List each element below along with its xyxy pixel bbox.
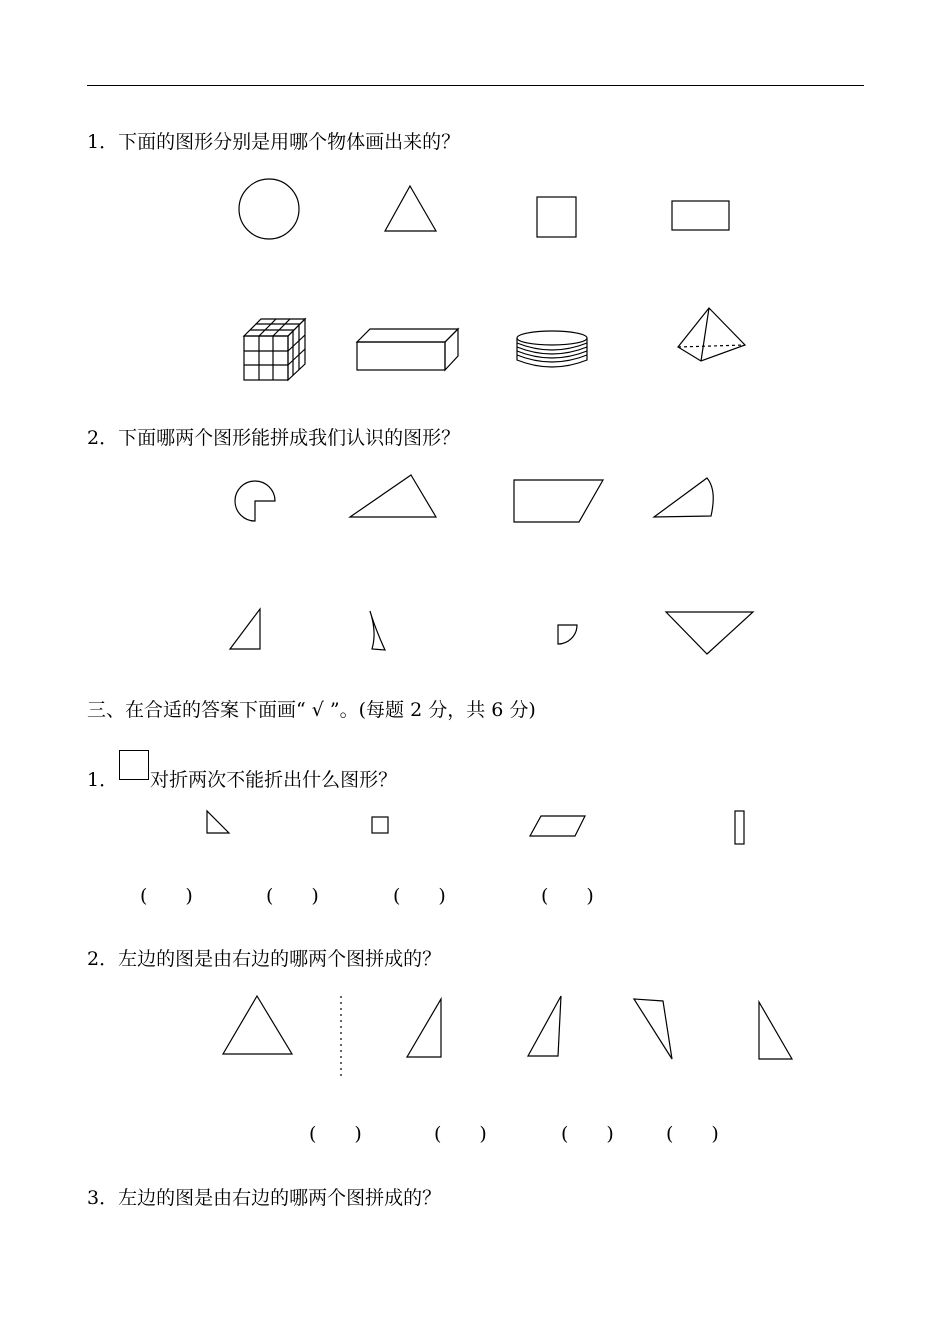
equilateral-triangle-target: [222, 995, 294, 1057]
question-text: 对折两次不能折出什么图形？: [150, 769, 398, 791]
sliver-shape: [367, 610, 389, 652]
answer-paren[interactable]: ( ): [541, 885, 594, 907]
trapezoid-shape: [513, 479, 605, 525]
coin-stack-icon: [516, 330, 590, 370]
question-number: 2．: [87, 427, 119, 449]
answer-paren[interactable]: ( ): [393, 885, 446, 907]
right-triangle-small-shape: [229, 608, 263, 652]
question-2: [87, 426, 460, 450]
triangle-shape: [384, 185, 438, 233]
section-3-question-3: [87, 1186, 441, 1210]
pyramid-icon: [677, 307, 747, 363]
answer-paren[interactable]: ( ): [666, 1123, 719, 1145]
answer-paren[interactable]: ( ): [434, 1123, 487, 1145]
question-number: 3．: [87, 1187, 119, 1209]
square-shape: [536, 196, 578, 238]
question-text: 下面的图形分别是用哪个物体画出来的？: [118, 131, 461, 153]
cuboid-box-icon: [356, 328, 460, 372]
small-right-triangle-option: [206, 810, 232, 836]
right-triangle-piece-c: [633, 998, 675, 1062]
question-number: 2．: [87, 948, 119, 970]
answer-paren[interactable]: ( ): [140, 885, 193, 907]
question-text: 左边的图是由右边的哪两个图拼成的？: [118, 1187, 442, 1209]
top-rule: [87, 85, 864, 86]
quarter-circle-shape: [556, 623, 580, 647]
right-triangle-piece-d: [757, 1001, 795, 1061]
section-3-question-2: [87, 947, 441, 971]
circle-shape: [238, 178, 302, 242]
small-square-option: [371, 816, 391, 836]
obtuse-triangle-shape: [349, 474, 439, 520]
square-paper-icon: [119, 750, 149, 780]
section-3-question-1: [87, 760, 397, 792]
three-quarter-circle-shape: [234, 480, 278, 524]
parallelogram-option: [529, 815, 587, 839]
answer-paren[interactable]: ( ): [561, 1123, 614, 1145]
right-triangle-piece-a: [406, 998, 444, 1060]
answer-paren[interactable]: ( ): [309, 1123, 362, 1145]
inverted-triangle-shape: [665, 611, 755, 657]
question-text: 左边的图是由右边的哪两个图拼成的？: [118, 948, 442, 970]
question-number: 1．: [87, 769, 119, 791]
rectangle-shape: [671, 200, 731, 232]
answer-paren[interactable]: ( ): [266, 885, 319, 907]
thin-rectangle-option: [734, 810, 746, 846]
section-3-heading: 三、在合适的答案下面画“ √ ”。(每题 2 分，共 6 分): [87, 699, 536, 721]
question-1: [87, 130, 460, 154]
question-text: 下面哪两个图形能拼成我们认识的图形？: [118, 427, 461, 449]
rubik-cube-icon: [243, 318, 307, 382]
right-triangle-piece-b: [527, 995, 565, 1059]
dotted-divider: [338, 995, 344, 1081]
triangle-curved-shape: [653, 476, 721, 520]
question-number: 1．: [87, 131, 119, 153]
